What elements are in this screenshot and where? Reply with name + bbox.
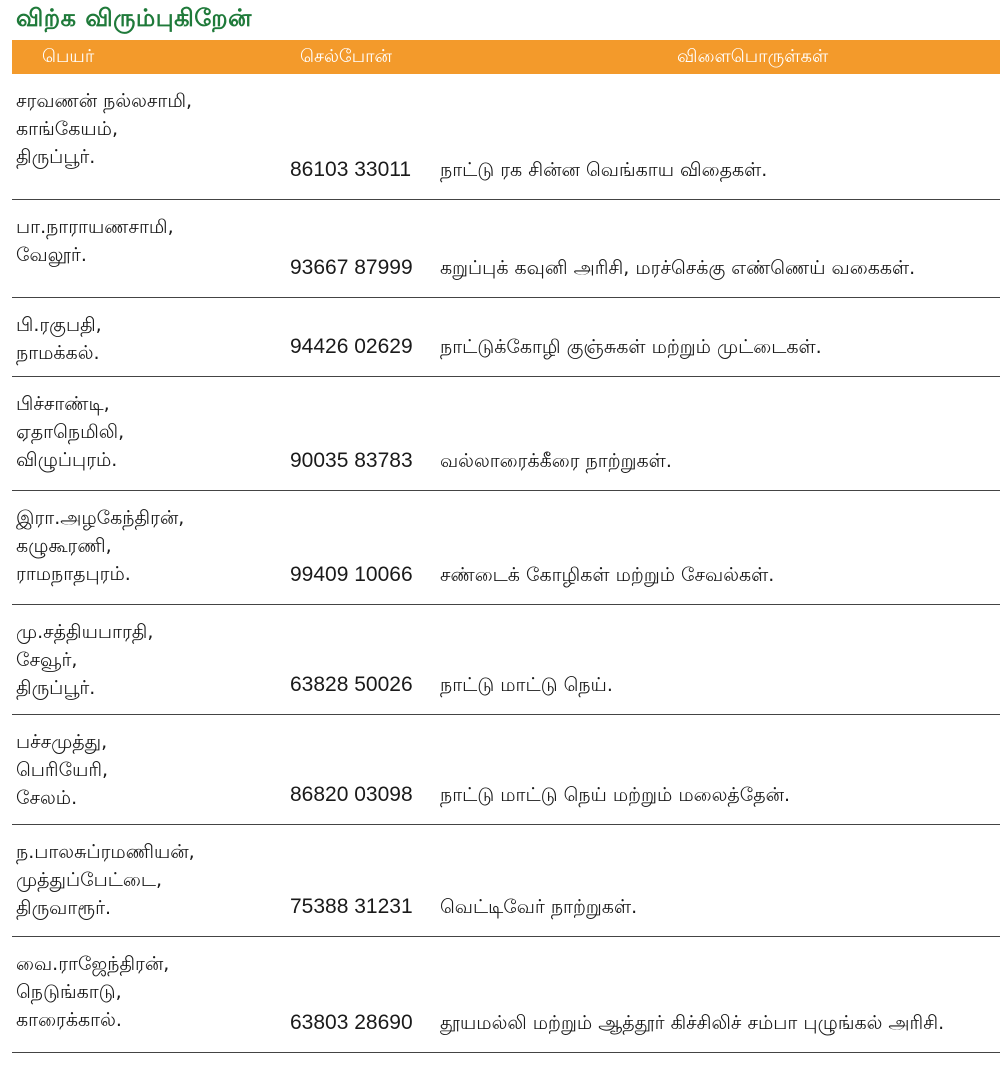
name-line: முத்துப்பேட்டை,: [16, 869, 162, 891]
seller-name: [16, 728, 108, 812]
name-line: திருவாரூர்.: [16, 897, 112, 919]
name-line: திருப்பூர்.: [16, 146, 96, 168]
name-line: ராமநாதபுரம்.: [16, 563, 131, 585]
seller-phone: 94426 02629: [290, 335, 413, 358]
name-line: பெரியேரி,: [16, 759, 109, 781]
table-row: [12, 74, 1000, 200]
name-line: பிச்சாண்டி,: [16, 393, 110, 415]
name-line: சேவூர்,: [16, 649, 78, 671]
name-line: மு.சத்தியபாரதி,: [16, 621, 154, 643]
seller-product: சண்டைக் கோழிகள் மற்றும் சேவல்கள்.: [440, 564, 775, 586]
name-line: சேலம்.: [16, 787, 78, 809]
seller-product: நாட்டு மாட்டு நெய்.: [440, 674, 613, 696]
seller-phone: 90035 83783: [290, 449, 413, 472]
table-header: [12, 40, 1000, 74]
name-line: பி.ரகுபதி,: [16, 314, 102, 336]
seller-phone: 75388 31231: [290, 895, 413, 918]
name-line: காங்கேயம்,: [16, 118, 118, 140]
column-header-phone: செல்போன்: [300, 46, 392, 67]
name-line: விழுப்புரம்.: [16, 449, 118, 471]
table-row: [12, 200, 1000, 298]
name-line: பச்சமுத்து,: [16, 731, 108, 753]
seller-phone: 63803 28690: [290, 1011, 413, 1034]
seller-name: [16, 618, 153, 702]
name-line: சரவணன் நல்லசாமி,: [16, 90, 193, 112]
table-row: [12, 377, 1000, 491]
name-line: நெடுங்காடு,: [16, 981, 122, 1003]
name-line: ந.பாலசுப்ரமணியன்,: [16, 841, 195, 863]
name-line: வேலூர்.: [16, 244, 87, 266]
name-line: இரா.அழகேந்திரன்,: [16, 507, 185, 529]
name-line: நாமக்கல்.: [16, 342, 100, 364]
seller-phone: 99409 10066: [290, 563, 413, 586]
name-line: பா.நாராயணசாமி,: [16, 216, 174, 238]
seller-phone: 86103 33011: [290, 158, 412, 181]
seller-name: [16, 311, 102, 367]
seller-product: நாட்டுக்கோழி குஞ்சுகள் மற்றும் முட்டைகள்.: [440, 336, 822, 358]
table-row: [12, 937, 1000, 1053]
seller-product: கறுப்புக் கவுனி அரிசி, மரச்செக்கு எண்ணெய் வகைகள்.: [440, 257, 916, 279]
seller-name: [16, 504, 184, 588]
seller-name: [16, 87, 192, 171]
table-row: [12, 298, 1000, 377]
column-header-products: விளைபொருள்கள்: [677, 46, 829, 67]
seller-product: வல்லாரைக்கீரை நாற்றுகள்.: [440, 450, 672, 472]
seller-product: நாட்டு மாட்டு நெய் மற்றும் மலைத்தேன்.: [440, 784, 791, 806]
seller-name: [16, 950, 169, 1034]
seller-name: [16, 838, 195, 922]
table-row: [12, 825, 1000, 937]
seller-product: தூயமல்லி மற்றும் ஆத்தூர் கிச்சிலிச் சம்பா புழுங்கல் அரிசி.: [440, 1012, 945, 1034]
listing-table: [12, 74, 1000, 1053]
table-row: [12, 491, 1000, 605]
name-line: திருப்பூர்.: [16, 677, 96, 699]
name-line: வை.ராஜேந்திரன்,: [16, 953, 170, 975]
name-line: காரைக்கால்.: [16, 1009, 122, 1031]
column-header-name: பெயர்: [42, 46, 95, 67]
name-line: ஏதாநெமிலி,: [16, 421, 125, 443]
seller-phone: 63828 50026: [290, 673, 413, 696]
seller-product: வெட்டிவேர் நாற்றுகள்.: [440, 896, 638, 918]
table-row: [12, 715, 1000, 825]
name-line: கழுகூரணி,: [16, 535, 112, 557]
seller-name: [16, 213, 174, 269]
seller-phone: 93667 87999: [290, 256, 413, 279]
table-row: [12, 605, 1000, 715]
seller-phone: 86820 03098: [290, 783, 413, 806]
seller-product: நாட்டு ரக சின்ன வெங்காய விதைகள்.: [440, 159, 768, 181]
seller-name: [16, 390, 124, 474]
page-title: விற்க விரும்புகிறேன்: [16, 4, 252, 32]
